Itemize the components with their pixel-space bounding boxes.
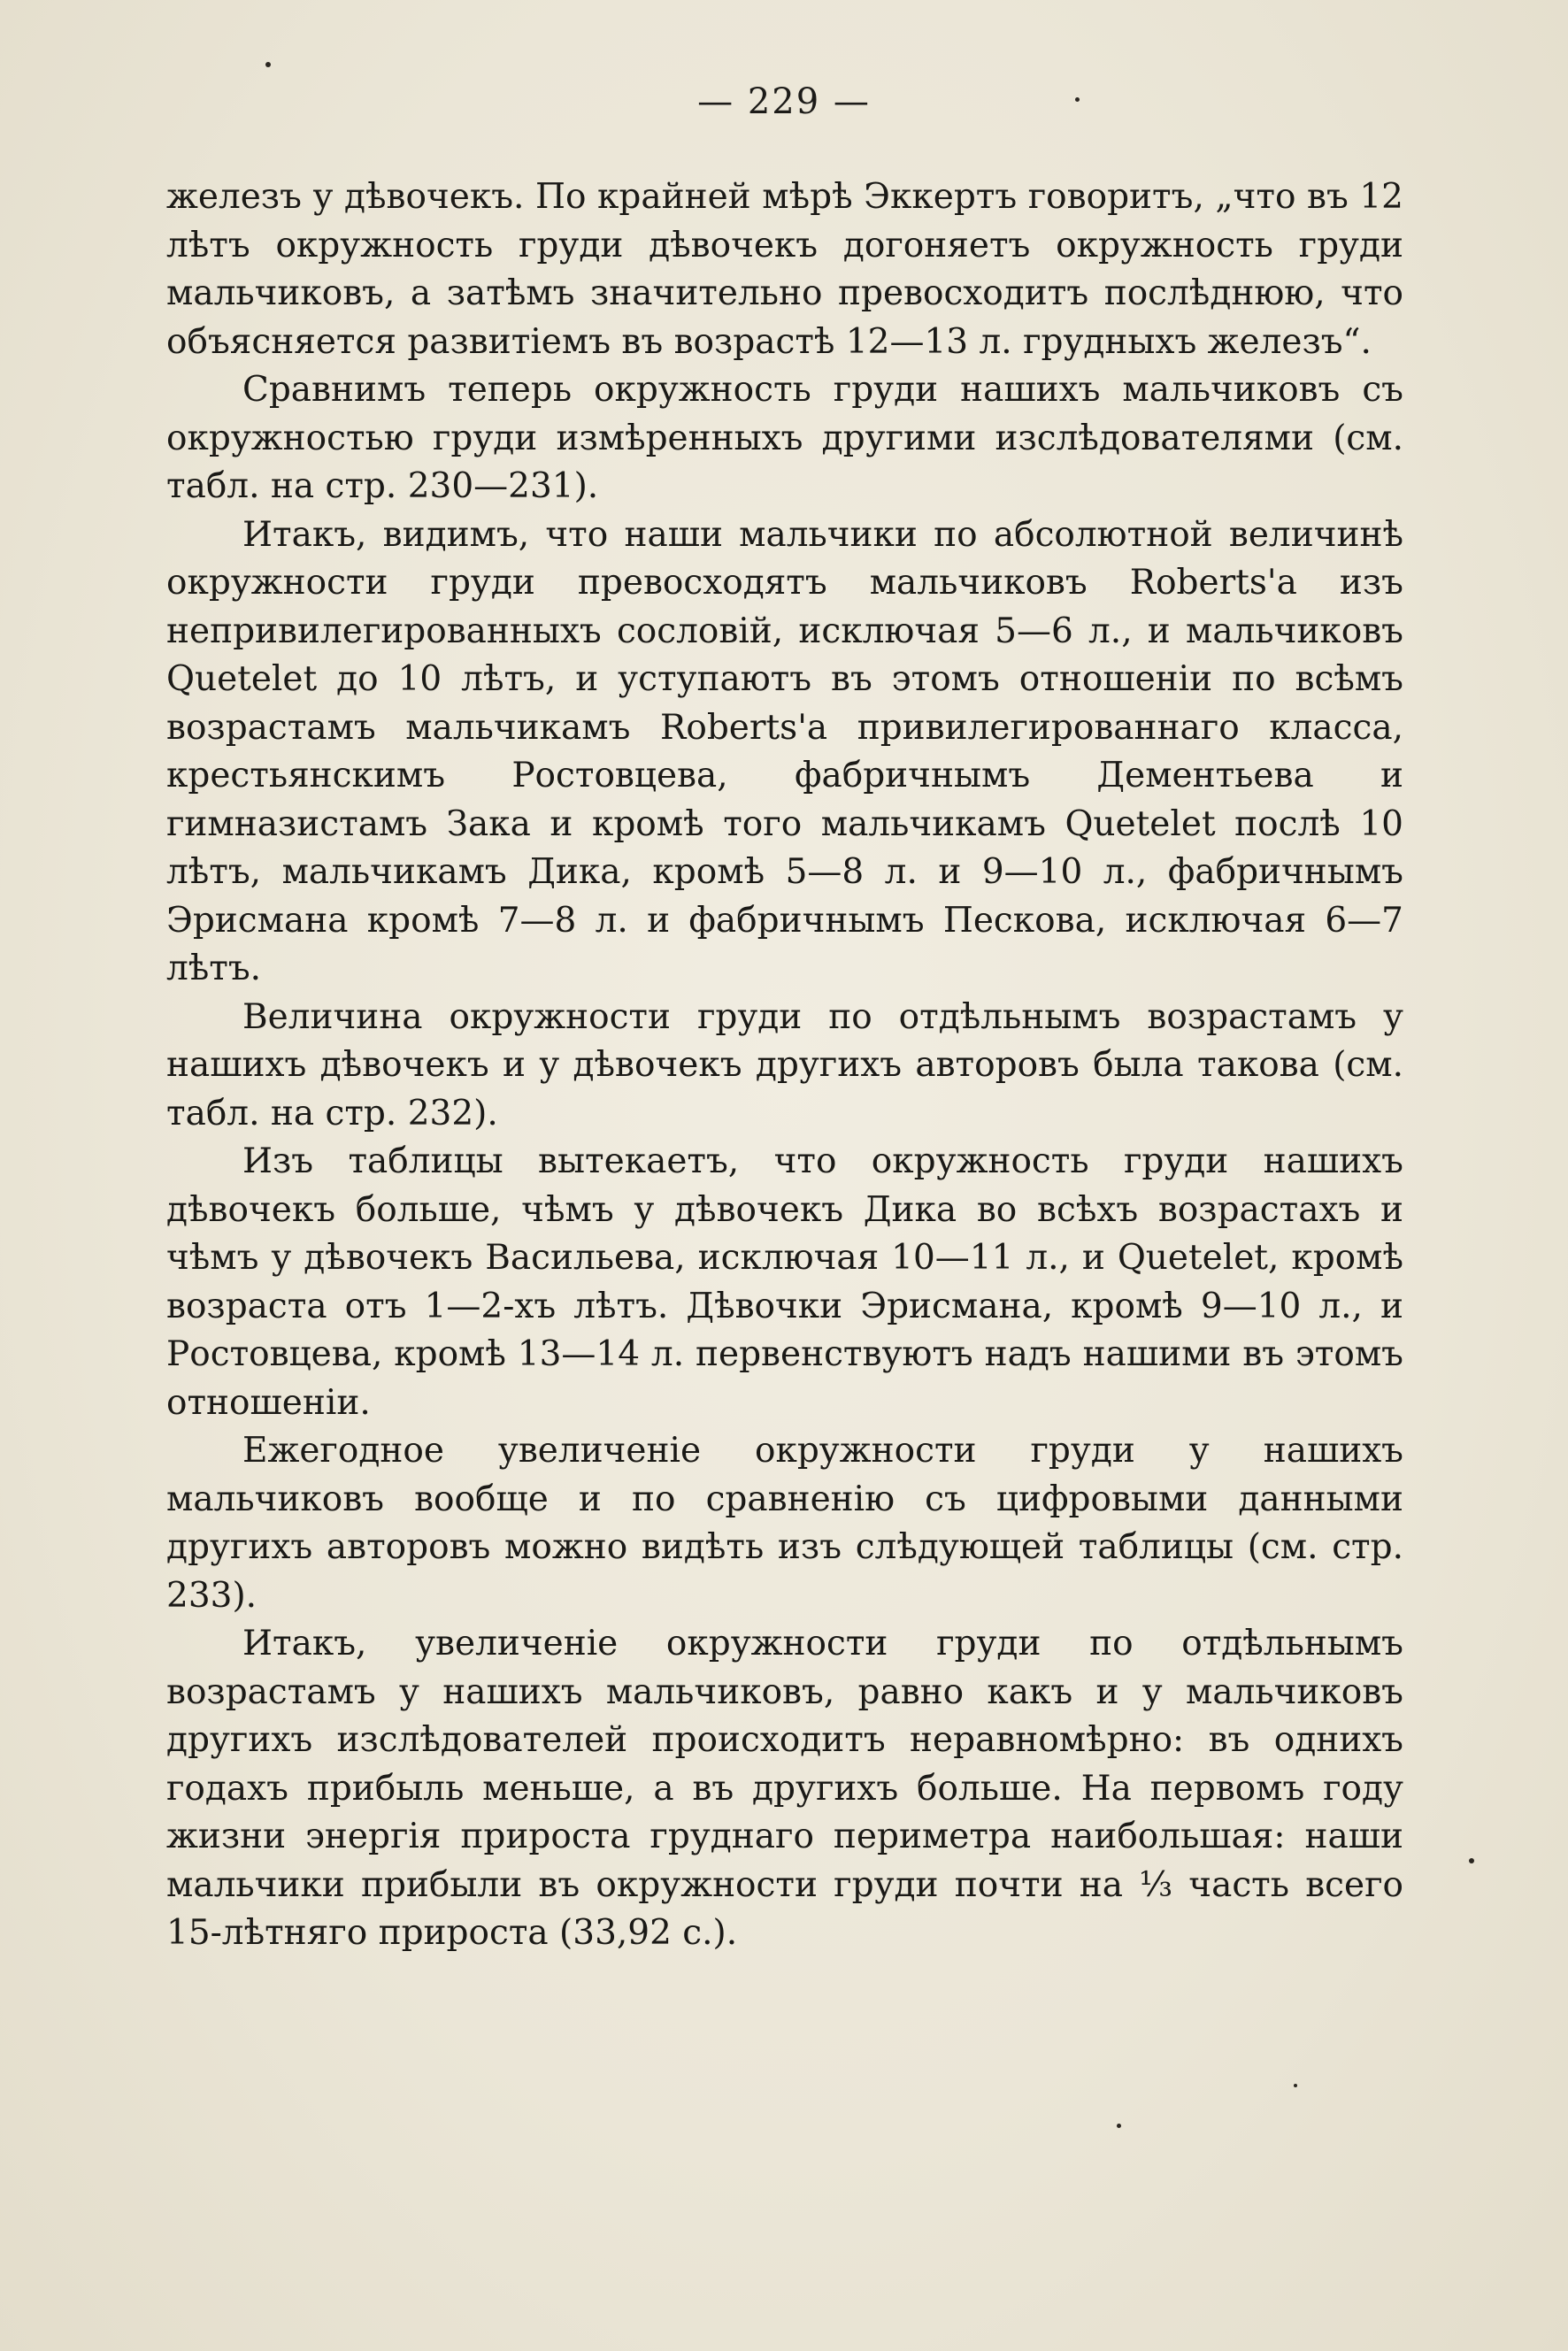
print-speck: [1294, 2084, 1297, 2087]
paragraph-4: Величина окружности груди по отдѣльнымъ возрастамъ у нашихъ дѣвочекъ и у дѣвочекъ другихъ авторовъ была такова (см. табл. на стр. 232).: [166, 996, 1403, 1133]
paragraph-6: Ежегодное увеличеніе окружности груди у нашихъ мальчиковъ вообще и по сравненію съ цифровыми данными другихъ авторовъ можно видѣть изъ слѣдующей таблицы (см. стр. 233).: [166, 1431, 1403, 1616]
print-speck: [265, 62, 271, 67]
print-speck: [1469, 1858, 1474, 1863]
print-speck: [1075, 97, 1080, 102]
paragraph-2: Сравнимъ теперь окружность груди нашихъ мальчиковъ съ окружностью груди измѣренныхъ другими изслѣдователями (см. табл. на стр. 230—231).: [166, 370, 1403, 506]
paragraph-1: железъ у дѣвочекъ. По крайней мѣрѣ Эккертъ говоритъ, „что въ 12 лѣтъ окружность груди дѣвочекъ догоняетъ окружность груди мальчиковъ, а затѣмъ значительно превосходитъ послѣднюю, что объясняется развитіемъ въ возрастѣ 12—13 л. грудныхъ железъ“.: [166, 177, 1403, 362]
page-number: — 229 —: [697, 81, 871, 122]
print-speck: [1117, 2124, 1121, 2128]
paragraph-5: Изъ таблицы вытекаетъ, что окружность груди нашихъ дѣвочекъ больше, чѣмъ у дѣвочекъ Дика во всѣхъ возрастахъ и чѣмъ у дѣвочекъ Васильева, исключая 10—11 л., и Quetelet, кромѣ возраста отъ 1—2-хъ лѣтъ. Дѣвочки Эрисмана, кромѣ 9—10 л., и Ростовцева, кромѣ 13—14 л. первенствуютъ надъ нашими въ этомъ отношеніи.: [166, 1141, 1403, 1423]
page-body: [166, 173, 1403, 1958]
paragraph-3: Итакъ, видимъ, что наши мальчики по абсолютной величинѣ окружности груди превосходятъ мальчиковъ Roberts'а изъ непривилегированныхъ сословій, исключая 5—6 л., и мальчиковъ Quetelet до 10 лѣтъ, и уступаютъ въ этомъ отношеніи по всѣмъ возрастамъ мальчикамъ Roberts'а привилегированнаго класса, крестьянскимъ Ростовцева, фабричнымъ Дементьева и гимназистамъ Зака и кромѣ того мальчикамъ Quetelet послѣ 10 лѣтъ, мальчикамъ Дика, кромѣ 5—8 л. и 9—10 л., фабричнымъ Эрисмана кромѣ 7—8 л. и фабричнымъ Пескова, исключая 6—7 лѣтъ.: [166, 514, 1403, 988]
paragraph-7: Итакъ, увеличеніе окружности груди по отдѣльнымъ возрастамъ у нашихъ мальчиковъ, равно какъ и у мальчиковъ другихъ изслѣдователей происходитъ неравномѣрно: въ однихъ годахъ прибыль меньше, а въ другихъ больше. На первомъ году жизни энергія прироста груднаго периметра наибольшая: наши мальчики прибыли въ окружности груди почти на ⅓ часть всего 15-лѣтняго прироста (33,92 с.).: [166, 1624, 1403, 1953]
